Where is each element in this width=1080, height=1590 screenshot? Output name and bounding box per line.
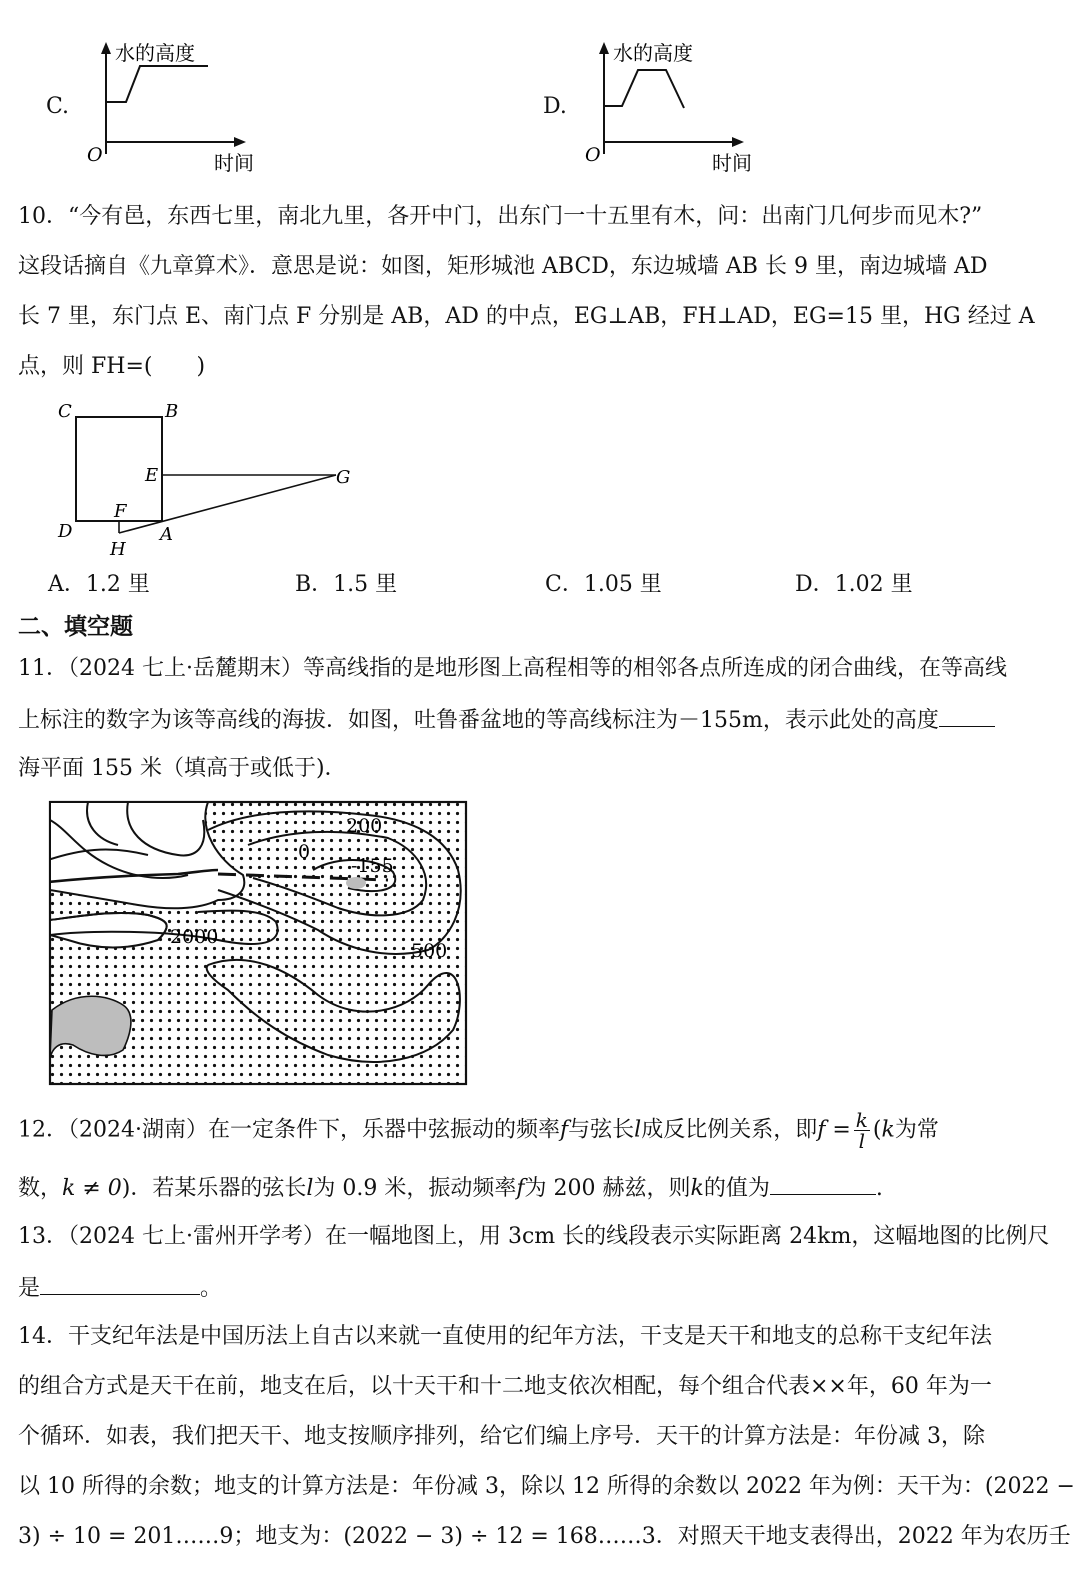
q10-option-b[interactable]: B．1.5 里 <box>295 572 398 597</box>
q10-line-4: 点，则 FH=( ) <box>18 354 206 379</box>
label-0: 0 <box>298 841 311 863</box>
option-c-label: C. <box>46 94 70 119</box>
graph-d-origin: O <box>585 144 601 166</box>
q13-line-2: 是 。 <box>18 1272 222 1304</box>
graph-d-xlabel: 时间 <box>712 151 752 175</box>
q10-option-c[interactable]: C．1.05 里 <box>545 572 662 597</box>
q12-blank[interactable] <box>770 1172 876 1195</box>
label-h: H <box>110 539 126 560</box>
label-d: D <box>58 521 73 542</box>
label-2000: 2000 <box>170 926 219 948</box>
q10-line-3: 长 7 里，东门点 E、南门点 F 分别是 AB，AD 的中点，EG⊥AB，FH⊥AD，EG=15 里，HG 经过 A <box>18 304 1035 329</box>
q11-line-1: 11．（2024 七上·岳麓期末）等高线指的是地形图上高程相等的相邻各点所连成的闭合曲线，在等高线 <box>18 656 1007 681</box>
q11-line-2: 上标注的数字为该等高线的海拔．如图，吐鲁番盆地的等高线标注为－155m，表示此处的高度 <box>18 704 995 736</box>
graph-d-ylabel: 水的高度 <box>613 41 693 65</box>
label-c: C <box>58 401 72 422</box>
label-a: A <box>160 524 173 545</box>
label-g: G <box>336 467 351 488</box>
q14-line-4: 以 10 所得的余数；地支的计算方法是：年份减 3，除以 12 所得的余数以 2022 年为例：天干为：(2022 − <box>18 1474 1075 1499</box>
q13-blank[interactable] <box>40 1272 200 1295</box>
q12-line-1: 12．（2024·湖南）在一定条件下，乐器中弦振动的频率f与弦长l成反比例关系，即f = $\frac{k}{l}$ (k为常 <box>18 1108 939 1153</box>
q10-option-d[interactable]: D．1.02 里 <box>795 572 913 597</box>
q14-line-3: 个循环．如表，我们把天干、地支按顺序排列，给它们编上序号．天干的计算方法是：年份减 3，除 <box>18 1424 985 1449</box>
graph-c-origin: O <box>87 144 103 166</box>
option-d-label: D. <box>543 94 567 119</box>
graph-c-ylabel: 水的高度 <box>115 41 195 65</box>
q11-line-3: 海平面 155 米（填高于或低于)． <box>18 756 347 781</box>
q10-line-2: 这段话摘自《九章算术》．意思是说：如图，矩形城池 ABCD，东边城墙 AB 长 9 里，南边城墙 AD <box>18 254 988 279</box>
q10-option-a[interactable]: A．1.2 里 <box>48 572 150 597</box>
q12-line-2: 数，k ≠ 0)．若某乐器的弦长l为 0.9 米，振动频率f为 200 赫兹，则k的值为 . <box>18 1172 883 1204</box>
q14-line-2: 的组合方式是天干在前，地支在后，以十天干和十二地支依次相配，每个组合代表××年，60 年为一 <box>18 1374 992 1399</box>
fraction-k-over-l: $\frac{k}{l}$ <box>855 1108 868 1153</box>
graph-d <box>580 36 770 176</box>
graph-c-xlabel: 时间 <box>214 151 254 175</box>
label-e: E <box>145 465 159 486</box>
q10-line-1: 10．“今有邑，东西七里，南北九里，各开中门，出东门一十五里有木，问：出南门几何步而见木?” <box>18 204 983 229</box>
q10-figure <box>40 395 370 565</box>
q14-line-5: 3) ÷ 10 = 201……9；地支为：(2022 − 3) ÷ 12 = 168……3．对照天干地支表得出，2022 年为农历壬 <box>18 1524 1071 1549</box>
section-title: 二、填空题 <box>18 614 133 640</box>
contour-map <box>48 800 468 1086</box>
q13-line-1: 13．（2024 七上·雷州开学考）在一幅地图上，用 3cm 长的线段表示实际距离 24km，这幅地图的比例尺 <box>18 1224 1050 1249</box>
label-b: B <box>165 401 179 422</box>
label-500: 500 <box>411 940 448 962</box>
q11-blank[interactable] <box>939 704 995 727</box>
graph-c <box>82 36 272 176</box>
label-minus-155: -155 <box>351 855 394 877</box>
label-f: F <box>114 501 127 522</box>
label-200: 200 <box>346 815 383 837</box>
q14-line-1: 14．干支纪年法是中国历法上自古以来就一直使用的纪年方法，干支是天干和地支的总称干支纪年法 <box>18 1324 992 1349</box>
